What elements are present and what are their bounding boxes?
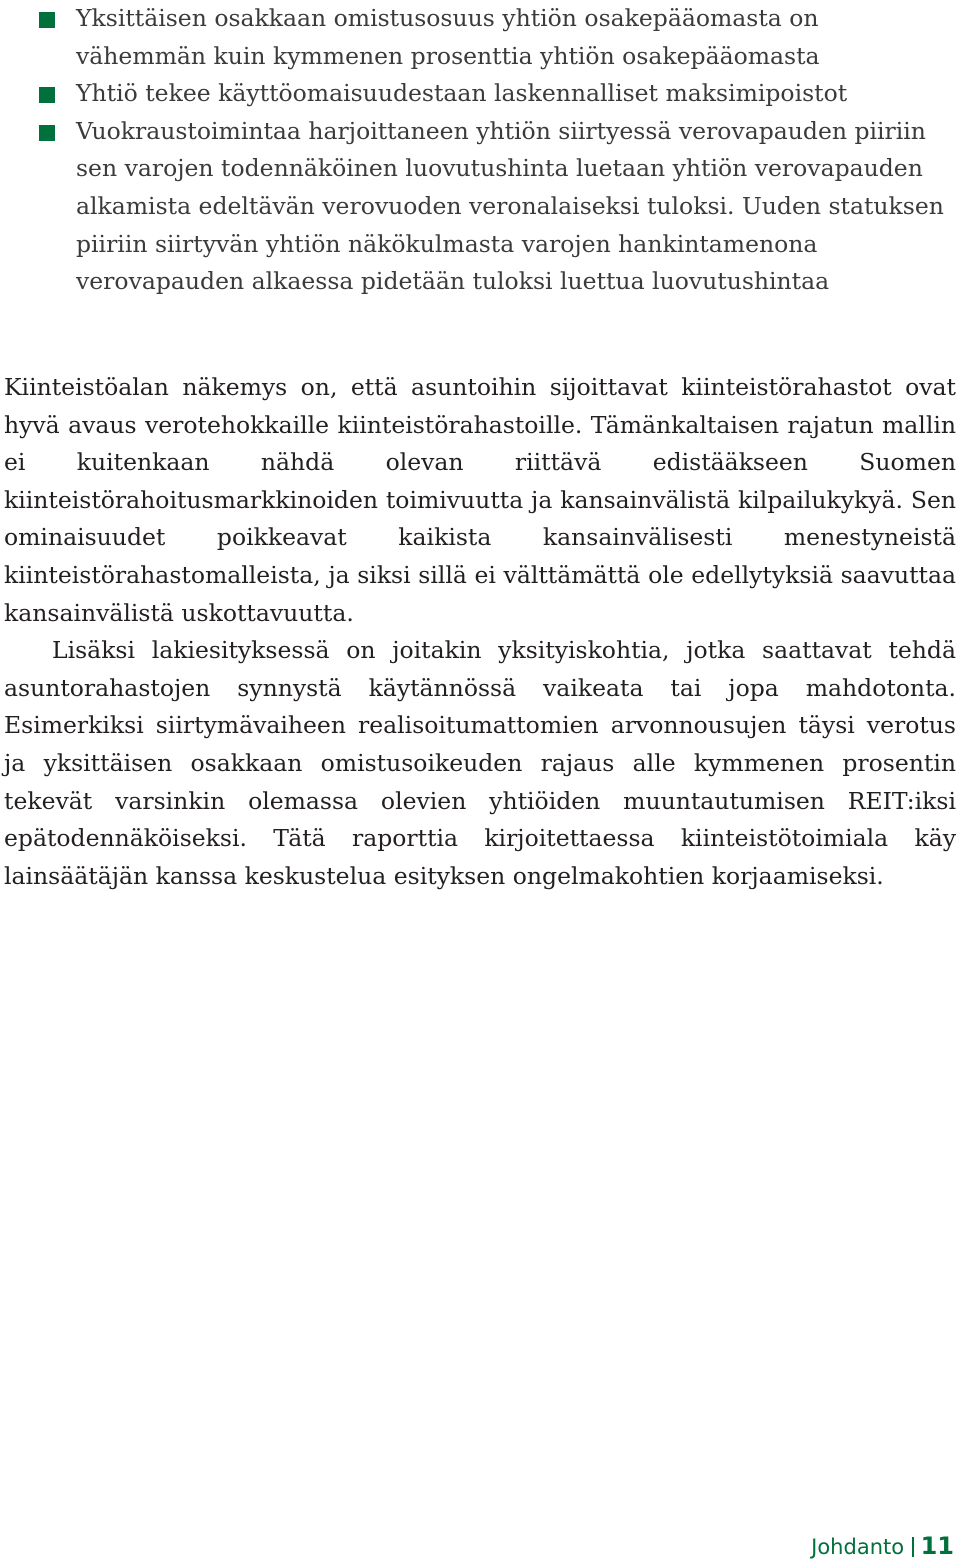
bullet-text: Yksittäisen osakkaan omistusosuus yhtiön osakepääomasta on vähemmän kuin kymmenen prosenttia yhtiön osakepääomasta (76, 4, 820, 70)
page-number: 11 (920, 1532, 954, 1560)
page-footer (811, 1532, 954, 1561)
bullet-item (0, 75, 960, 113)
bullet-item (0, 0, 960, 75)
square-bullet-icon (39, 87, 55, 103)
footer-section-label: Johdanto (811, 1535, 905, 1559)
bullet-text: Vuokraustoimintaa harjoittaneen yhtiön siirtyessä verovapauden piiriin sen varojen todennäköinen luovutushinta luetaan yhtiön verovapauden alkamista edeltävän verovuoden veronalaiseksi tuloksi. Uuden statuksen piiriin siirtyvän yhtiön näkökulmasta varojen hankintamenona verovapauden alkaessa pidetään tuloksi luettua luovutushintaa (76, 116, 944, 296)
bullet-list (0, 0, 960, 301)
square-bullet-icon (39, 125, 55, 141)
bullet-text: Yhtiö tekee käyttöomaisuudestaan laskennalliset maksimipoistot (76, 79, 848, 108)
body-paragraph: Lisäksi lakiesityksessä on joitakin yksityiskohtia, jotka saattavat tehdä asuntorahastojen synnystä käytännössä vaikeata tai jopa mahdotonta. Esimerkiksi siirtymävaiheen realisoitumattomien arvonnousujen täysi verotus ja yksittäisen osakkaan omistusoikeuden rajaus alle kymmenen prosentin tekevät varsinkin olemassa olevien yhtiöiden muuntautumisen REIT:iksi epätodennäköiseksi. Tätä raporttia kirjoitettaessa kiinteistötoimiala käy lainsäätäjän kanssa keskustelua esityksen ongelmakohtien korjaamiseksi. (4, 636, 956, 890)
body-paragraph: Kiinteistöalan näkemys on, että asuntoihin sijoittavat kiinteistörahastot ovat hyvä avaus verotehokkaille kiinteistörahastoille. Tämänkaltaisen rajatun mallin ei kuitenkaan nähdä olevan riittävä edistääkseen Suomen kiinteistörahoitusmarkkinoiden toimivuutta ja kansainvälistä kilpailukykyä. Sen ominaisuudet poikkeavat kaikista kansainvälisesti menestyneistä kiinteistörahastomalleista, ja siksi sillä ei välttämättä ole edellytyksiä saavuttaa kansainvälistä uskottavuutta. (4, 373, 956, 627)
bullet-item (0, 113, 960, 301)
square-bullet-icon (39, 12, 55, 28)
body-text (4, 369, 956, 895)
footer-divider (912, 1537, 914, 1557)
